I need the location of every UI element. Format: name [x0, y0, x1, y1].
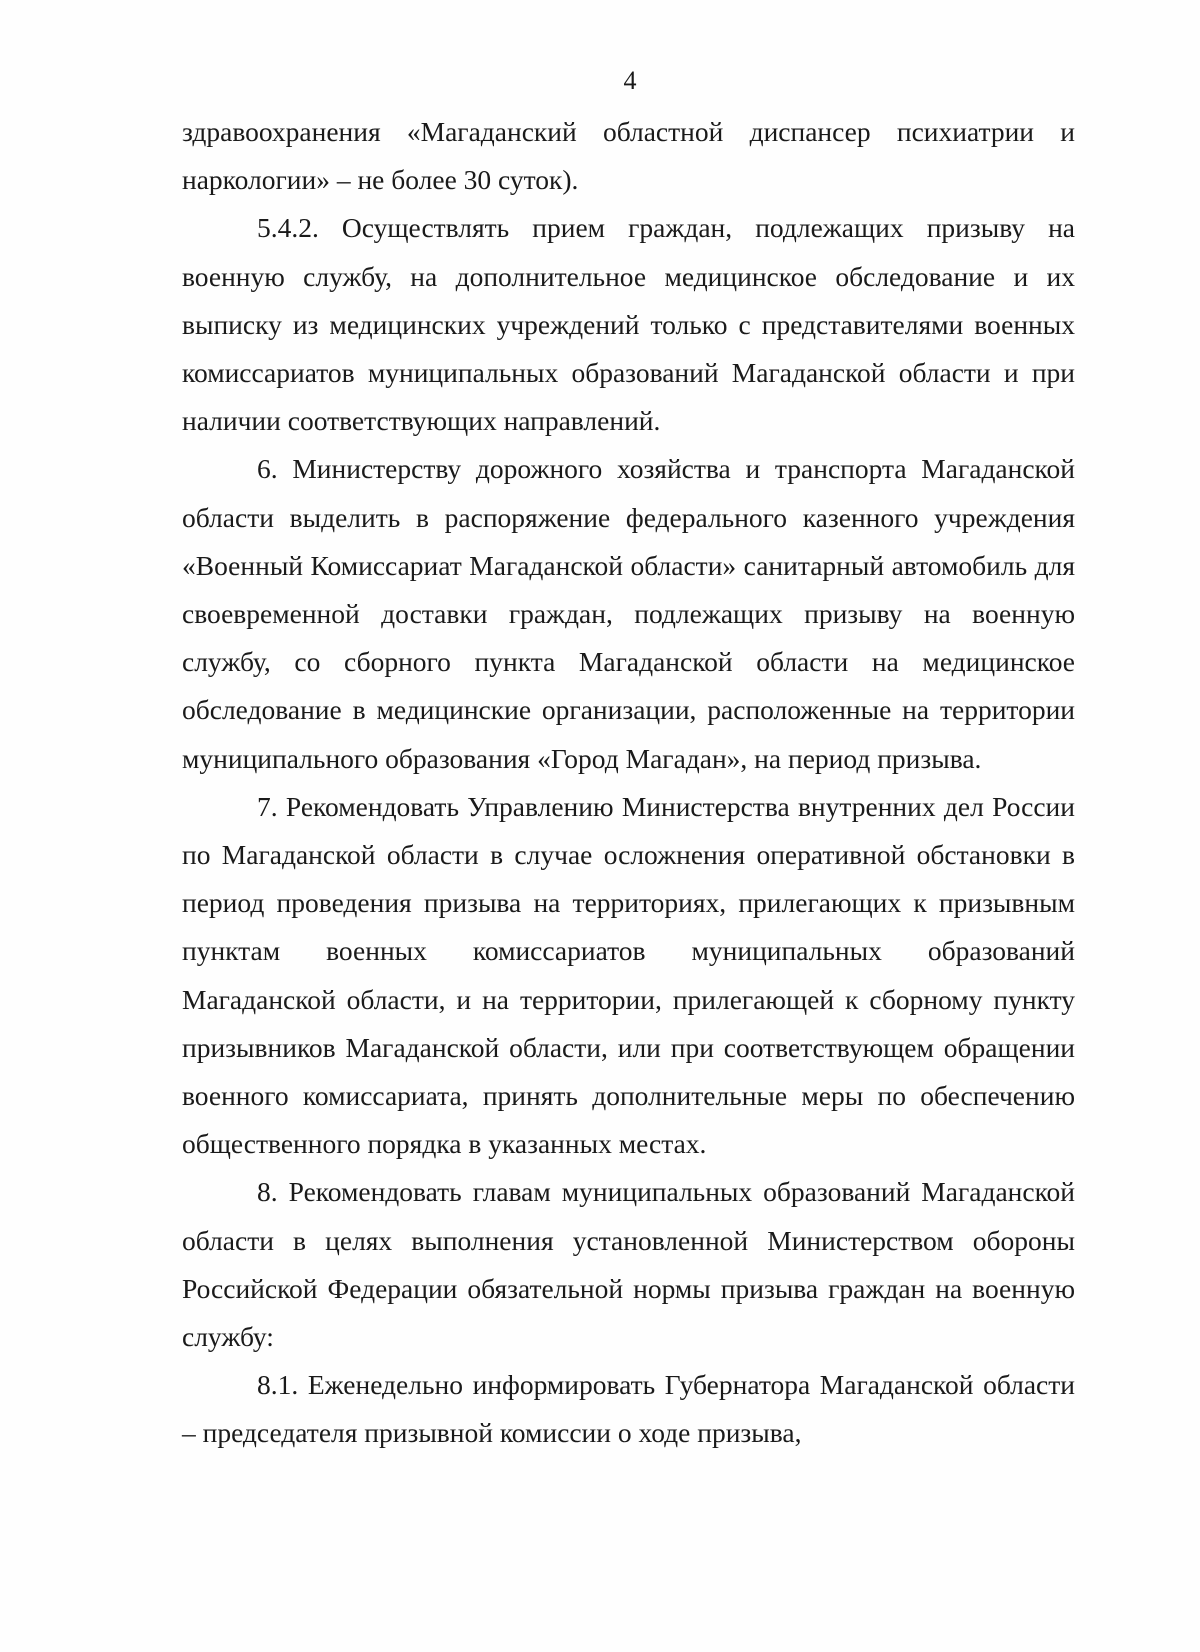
paragraph-5-4-2: 5.4.2. Осуществлять прием граждан, подлежащих призыву на военную службу, на дополнительное медицинское обследование и их выписку из медицинских учреждений только с представителями военных комиссариатов муниципальных образований Магаданской области и при наличии соответствующих направлений. — [182, 212, 1075, 437]
page-number: 4 — [623, 66, 637, 95]
paragraph-7: 7. Рекомендовать Управлению Министерства внутренних дел России по Магаданской области в случае осложнения оперативной обстановки в период проведения призыва на территориях, прилегающих к призывным пунктам военных комиссариатов муниципальных образований Магаданской области, и на территории, прилегающей к сборному пункту призывников Магаданской области, или при соответствующем обращении военного комиссариата, принять дополнительные меры по обеспечению общественного порядка в указанных местах. — [182, 790, 1075, 1160]
paragraph-continuation: здравоохранения «Магаданский областной диспансер психиатрии и наркологии» – не более 30 суток). — [182, 116, 1075, 196]
document-body — [182, 108, 1075, 1458]
paragraph-6: 6. Министерству дорожного хозяйства и транспорта Магаданской области выделить в распоряжение федерального казенного учреждения «Военный Комиссариат Магаданской области» санитарный автомобиль для своевременной доставки граждан, подлежащих призыву на военную службу, со сборного пункта Магаданской области на медицинское обследование в медицинские организации, расположенные на территории муниципального образования «Город Магадан», на период призыва. — [182, 453, 1075, 774]
paragraph-8: 8. Рекомендовать главам муниципальных образований Магаданской области в целях выполнения установленной Министерством обороны Российской Федерации обязательной нормы призыва граждан на военную службу: — [182, 1176, 1075, 1353]
paragraph-8-1: 8.1. Еженедельно информировать Губернатора Магаданской области – председателя призывной комиссии о ходе призыва, — [182, 1369, 1075, 1449]
